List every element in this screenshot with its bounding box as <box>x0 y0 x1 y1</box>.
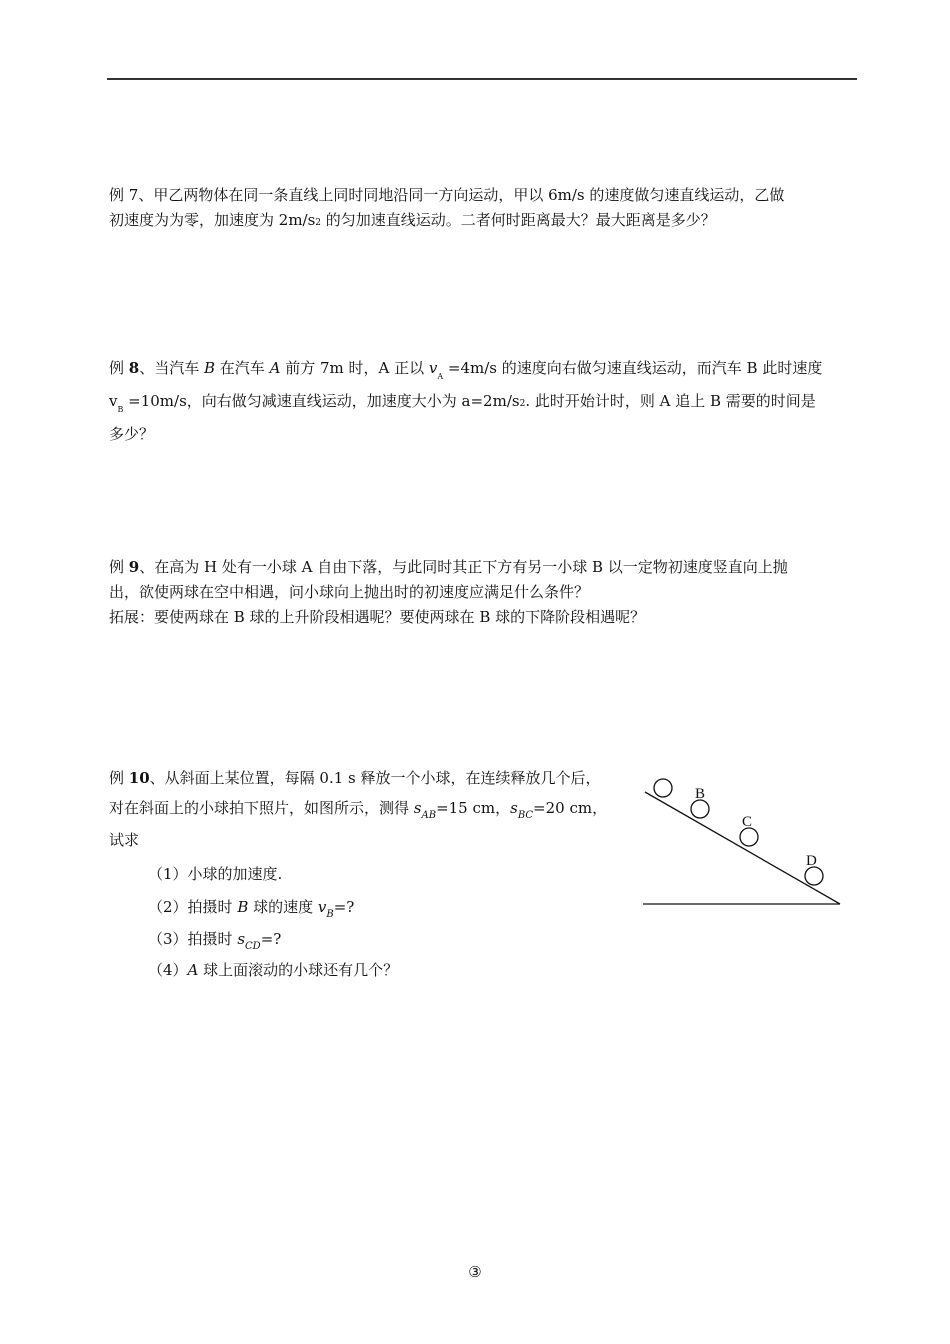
example-8-line-1: 例 8、当汽车 B 在汽车 A 前方 7m 时，A 正以 $v_A =4m/s$ 的速度向右做匀速直线运动，而汽车 B 此时速度 <box>109 359 823 381</box>
example-10-line-2: 对在斜面上的小球拍下照片，如图所示，测得 $s_{AB}=15$ cm，$s_{BC}=20$ cm， <box>109 799 608 821</box>
ball-d <box>805 867 823 885</box>
example-9-extension: 拓展：要使两球在 B 球的上升阶段相遇呢？要使两球在 B 球的下降阶段相遇呢？ <box>109 608 646 626</box>
question-3: （3）拍摄时 $s_{CD}=$? <box>148 930 282 952</box>
question-2: （2）拍摄时 B 球的速度 $v_B=$? <box>148 898 355 920</box>
page-number: ③ <box>468 1263 482 1281</box>
incline-line <box>645 792 840 904</box>
example-8 <box>109 356 854 447</box>
example-9-line-2: 出，欲使两球在空中相遇，问小球向上抛出时的初速度应满足什么条件？ <box>109 583 590 601</box>
example-8-line-2: $v_B =10m/s$，向右做匀减速直线运动，加速度大小为 a=2m/s2. 此时开始计时，则 A 追上 B 需要的时间是 <box>109 392 816 414</box>
example-10-line-1: 例 10、从斜面上某位置，每隔 0.1 s 释放一个小球，在连续释放几个后， <box>109 769 601 787</box>
example-10-line-3: 试求 <box>109 831 140 849</box>
header-rule <box>107 78 857 80</box>
ball-a <box>654 779 672 797</box>
question-4: （4）A 球上面滚动的小球还有几个？ <box>148 961 399 979</box>
incline-figure <box>635 770 850 915</box>
label-c: C <box>742 814 753 830</box>
label-d: D <box>806 853 817 869</box>
example-8-line-3: 多少？ <box>109 425 155 443</box>
example-9 <box>109 555 854 630</box>
example-7-line-2: 初速度为为零，加速度为 2m/s2 的匀加速直线运动。二者何时距离最大？最大距离是多少？ <box>109 211 716 229</box>
ball-b <box>691 800 709 818</box>
label-b: B <box>695 786 706 802</box>
example-10 <box>109 766 629 853</box>
example-9-line-1: 例 9、在高为 H 处有一小球 A 自由下落，与此同时其正下方有另一小球 B 以一定物初速度竖直向上抛 <box>109 558 788 576</box>
question-1: （1）小球的加速度. <box>148 865 283 883</box>
example-7-line-1: 例 7、甲乙两物体在同一条直线上同时同地沿同一方向运动，甲以 6m/s 的速度做匀速直线运动，乙做 <box>109 186 785 204</box>
ball-c <box>740 828 758 846</box>
example-7 <box>109 183 854 236</box>
